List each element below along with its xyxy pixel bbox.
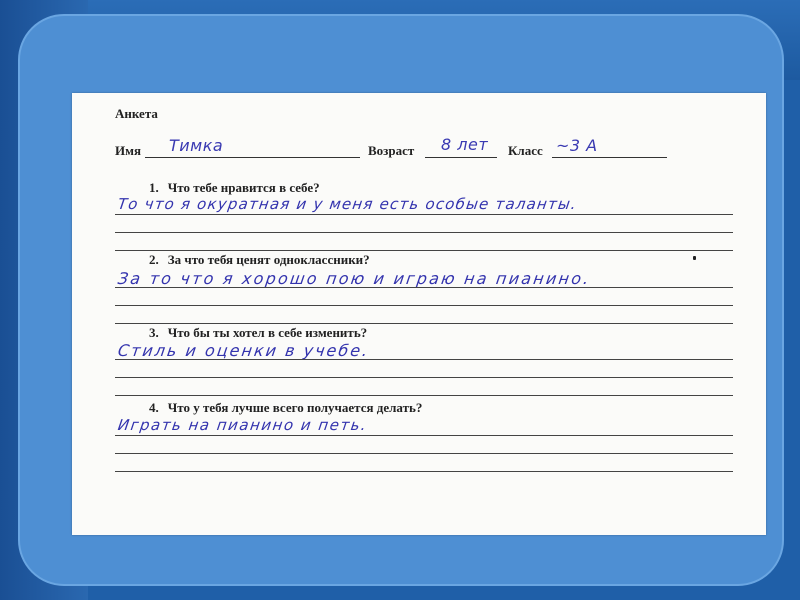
class-label: Класс xyxy=(508,143,543,158)
answer-2: За то что я хорошо пою и играю на пианино. xyxy=(116,269,592,288)
answer-line xyxy=(115,232,733,233)
answer-3: Стиль и оценки в учебе. xyxy=(116,341,371,360)
form-title: Анкета xyxy=(115,106,158,121)
answer-4: Играть на пианино и петь. xyxy=(116,416,369,434)
age-value: 8 лет xyxy=(441,135,489,154)
answer-line xyxy=(115,395,733,396)
name-value: Тимка xyxy=(169,136,224,155)
name-label: Имя xyxy=(115,143,141,158)
answer-line xyxy=(115,359,733,360)
answer-1: То что я окуратная и у меня есть особые таланты. xyxy=(116,195,579,213)
answer-line xyxy=(115,471,733,472)
answer-line xyxy=(115,214,733,215)
question-4: 4. Что у тебя лучше всего получается делать? xyxy=(149,400,423,415)
ink-dot xyxy=(693,256,696,260)
name-blank xyxy=(145,157,360,158)
answer-line xyxy=(115,287,733,288)
answer-line xyxy=(115,377,733,378)
answer-line xyxy=(115,305,733,306)
answer-line xyxy=(115,453,733,454)
question-1: 1. Что тебе нравится в себе? xyxy=(149,180,320,195)
age-label: Возраст xyxy=(368,143,415,158)
answer-line xyxy=(115,250,733,251)
age-blank xyxy=(425,157,497,158)
class-value: ~3 А xyxy=(556,136,598,155)
answer-line xyxy=(115,435,733,436)
questionnaire-sheet xyxy=(72,93,766,535)
question-3: 3. Что бы ты хотел в себе изменить? xyxy=(149,325,368,340)
question-2: 2. За что тебя ценят одноклассники? xyxy=(149,252,370,267)
answer-line xyxy=(115,323,733,324)
info-row xyxy=(115,135,735,163)
class-blank xyxy=(552,157,667,158)
